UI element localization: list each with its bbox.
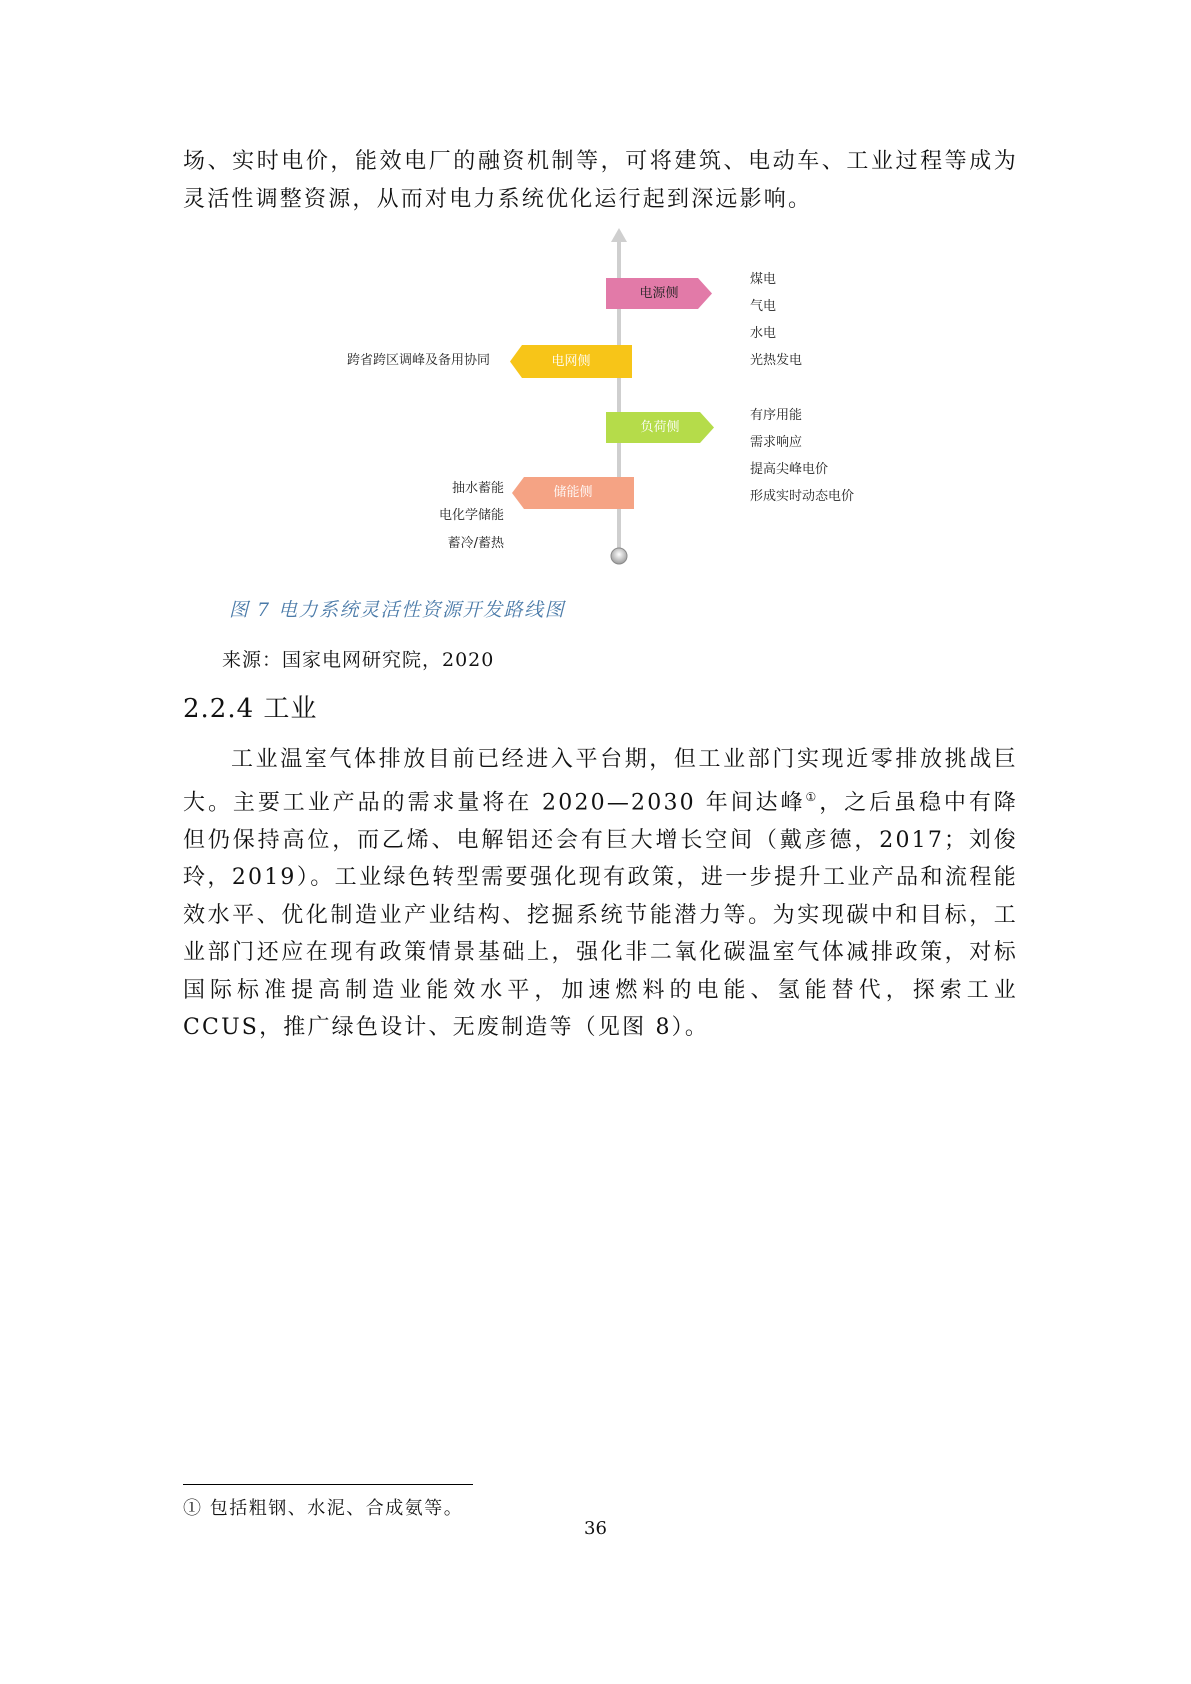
- load-item: 提高尖峰电价: [750, 462, 829, 477]
- diagram-graphics: [300, 228, 900, 578]
- supply-item: 气电: [750, 299, 777, 314]
- axis-arrow-up: [611, 228, 627, 242]
- supply-item: 煤电: [750, 272, 777, 287]
- load-item: 形成实时动态电价: [750, 489, 855, 504]
- body-paragraph: [183, 741, 1018, 1047]
- intro-paragraph: 场、实时电价，能效电厂的融资机制等，可将建筑、电动车、工业过程等成为灵活性调整资源，从而对电力系统优化运行起到深远影响。: [183, 149, 1018, 212]
- supply-item: 水电: [750, 326, 777, 341]
- storage-item: 抽水蓄能: [451, 481, 504, 496]
- footnote-divider: [183, 1484, 473, 1485]
- tag-supply-label: 电源侧: [639, 286, 679, 301]
- tag-storage-label: 储能侧: [553, 485, 593, 500]
- load-item: 有序用能: [750, 408, 803, 423]
- storage-item: 蓄冷/蓄热: [447, 536, 504, 551]
- figure-source: 来源：国家电网研究院，2020: [222, 649, 495, 671]
- axis-end-dot: [611, 548, 627, 564]
- footnote: ① 包括粗钢、水泥、合成氨等。: [183, 1498, 464, 1519]
- tag-load-label: 负荷侧: [640, 420, 680, 435]
- flexibility-roadmap-diagram: [300, 228, 900, 578]
- tag-grid-label: 电网侧: [551, 354, 591, 369]
- storage-item: 电化学储能: [438, 508, 504, 523]
- figure-caption: 图 7 电力系统灵活性资源开发路线图: [229, 599, 566, 621]
- footnote-reference[interactable]: ①: [805, 789, 820, 804]
- body-text-part1: 工业温室气体排放目前已经进入平台期，但工业部门实现近零排放挑战巨大。主要工业产品的需求量将在 2020—2030 年间达峰: [183, 747, 1018, 815]
- body-text-part2: ，之后虽稳中有降但仍保持高位，而乙烯、电解铝还会有巨大增长空间（戴彦德，2017；刘俊玲，2019）。工业绿色转型需要强化现有政策，进一步提升工业产品和流程能效水平、优化制造业产业结构、挖掘系统节能潜力等。为实现碳中和目标，工业部门还应在现有政策情景基础上，强化非二氧化碳温室气体减排政策，对标国际标准提高制造业能效水平，加速燃料的电能、氢能替代，探索工业 CCUS，推广绿色设计、无废制造等（见图 8）。: [183, 789, 1018, 1041]
- section-heading: 2.2.4 工业: [183, 694, 318, 724]
- supply-item: 光热发电: [750, 353, 803, 368]
- page-number: 36: [584, 1518, 607, 1539]
- grid-item: 跨省跨区调峰及备用协同: [346, 353, 490, 368]
- load-item: 需求响应: [750, 435, 803, 450]
